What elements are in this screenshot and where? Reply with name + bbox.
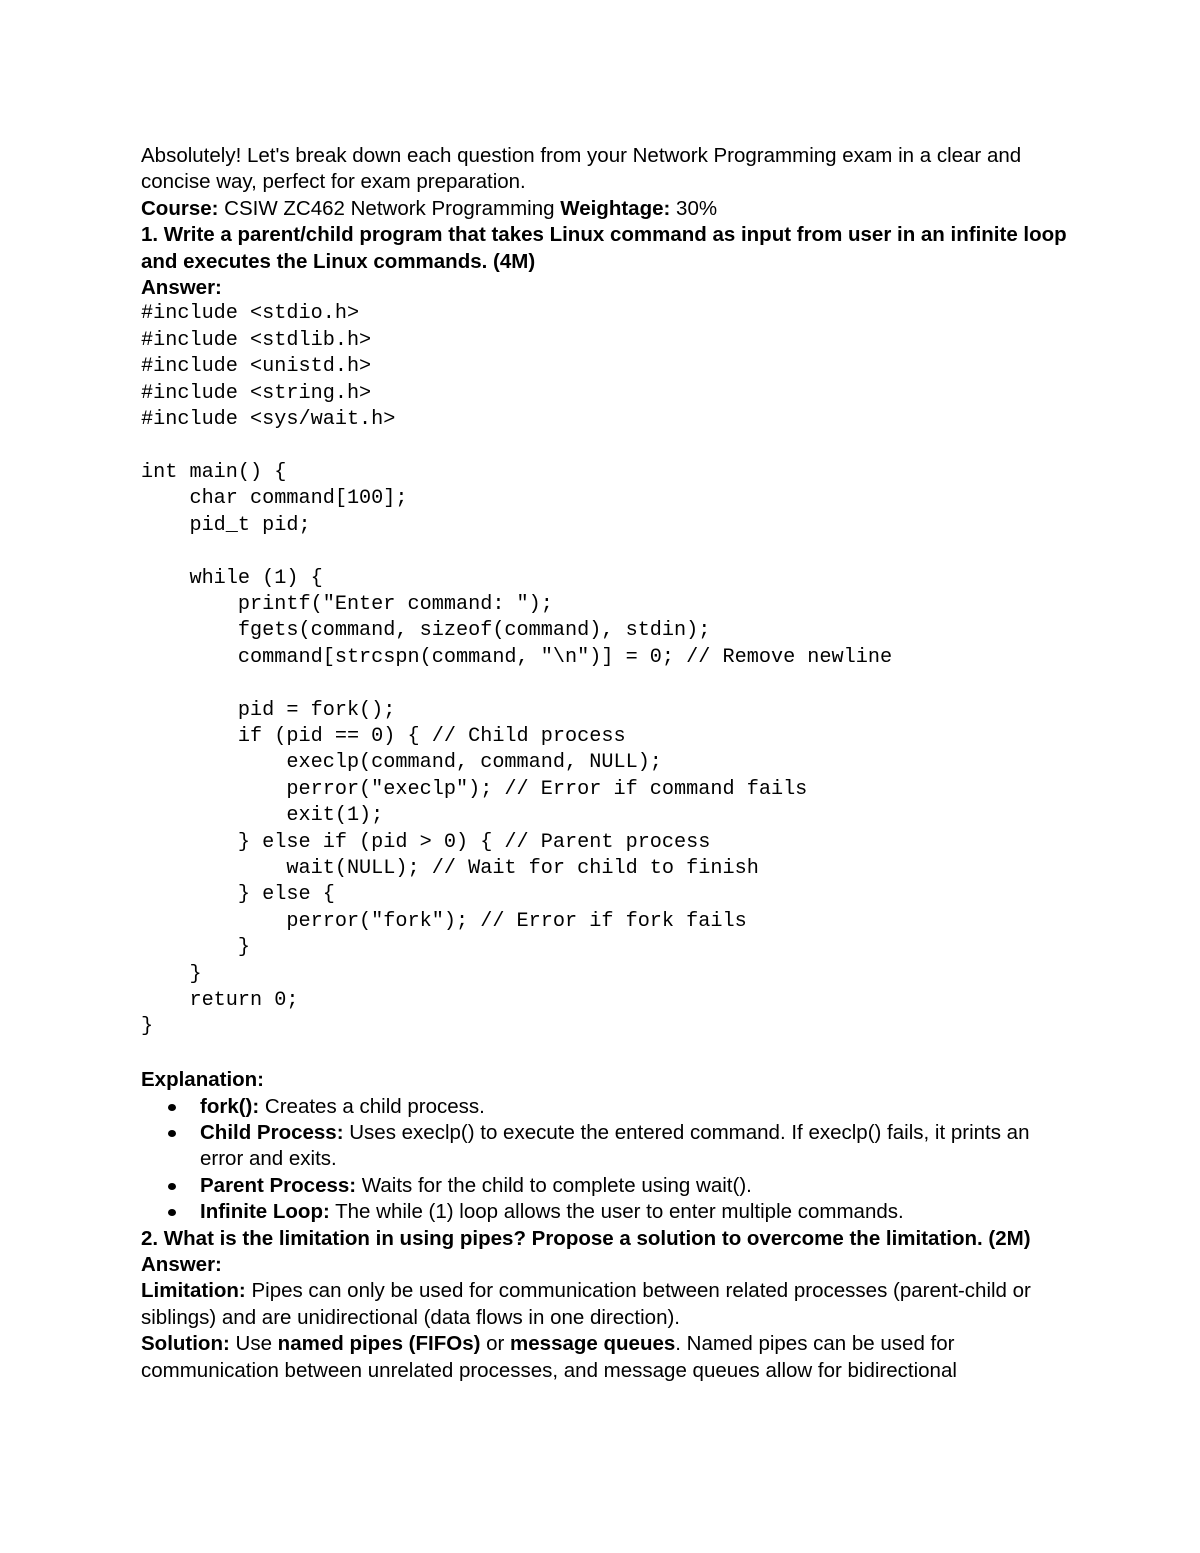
answer-1-label: Answer: xyxy=(141,276,222,300)
bullet-term: Parent Process: xyxy=(200,1173,357,1197)
question-1-heading: 1. Write a parent/child program that takes Linux command as input from user in an infinite loop and executes the Linux commands. (4M) xyxy=(141,223,1067,273)
solution-label: Solution: xyxy=(141,1332,230,1356)
limitation-label: Limitation: xyxy=(141,1279,246,1303)
solution-text-3: . Named pipes can be used for communication between unrelated processes, and message queues allow for bidirectional xyxy=(141,1332,957,1382)
list-item xyxy=(141,1094,1071,1120)
bullet-term: fork(): xyxy=(200,1094,260,1118)
bullet-term: Infinite Loop: xyxy=(200,1200,330,1224)
list-item xyxy=(141,1173,1071,1199)
bullet-text: Creates a child process. xyxy=(259,1094,485,1118)
bullet-text: Waits for the child to complete using wait(). xyxy=(356,1173,752,1197)
code-block: #include <stdio.h> #include <stdlib.h> #include <unistd.h> #include <string.h> #include <sys/wait.h> int main() { char command[100]; pid_t pid; while (1) { printf("Enter command: "); fgets(command, sizeof(command), stdin); command[strcspn(command, "\n")] = 0; // Remove newline pid = fork(); if (pid == 0) { // Child process execlp(command, command, NULL); perror("execlp"); // Error if command fails exit(1); } else if (pid > 0) { // Parent process wait(NULL); // Wait for child to finish } else { perror("fork"); // Error if fork fails } } return 0; } xyxy=(141,302,893,1039)
solution-paragraph xyxy=(141,1331,1071,1384)
solution-text-1: Use xyxy=(229,1332,278,1356)
weightage-label: Weightage: xyxy=(560,196,671,220)
solution-named-pipes: named pipes (FIFOs) xyxy=(277,1332,481,1356)
question-2-heading: 2. What is the limitation in using pipes? Propose a solution to overcome the limitation. (2M) xyxy=(141,1226,1031,1250)
intro-paragraph: Absolutely! Let's break down each question from your Network Programming exam in a clear and concise way, perfect for exam preparation. xyxy=(141,144,1022,194)
course-line xyxy=(141,196,1071,222)
list-item xyxy=(141,1199,1071,1225)
list-item xyxy=(141,1120,1071,1173)
solution-text-2: or xyxy=(480,1332,511,1356)
solution-message-queues: message queues xyxy=(510,1332,676,1356)
bullet-term: Child Process: xyxy=(200,1121,344,1145)
answer-2-label: Answer: xyxy=(141,1253,222,1277)
bullet-icon xyxy=(168,1104,176,1111)
limitation-text: Pipes can only be used for communication between related processes (parent-child or siblings) and are unidirectional (data flows in one direction). xyxy=(141,1279,1031,1329)
weightage-value: 30% xyxy=(670,196,718,220)
bullet-icon xyxy=(168,1209,176,1216)
course-value: CSIW ZC462 Network Programming xyxy=(218,196,561,220)
bullet-text: The while (1) loop allows the user to enter multiple commands. xyxy=(329,1200,904,1224)
bullet-icon xyxy=(168,1130,176,1137)
bullet-icon xyxy=(168,1183,176,1190)
document-page xyxy=(141,143,1071,1384)
bullet-text: Uses execlp() to execute the entered command. If execlp() fails, it prints an error and exits. xyxy=(200,1121,1030,1171)
explanation-label: Explanation: xyxy=(141,1068,265,1092)
course-label: Course: xyxy=(141,196,219,220)
blank-line xyxy=(141,1041,1071,1067)
limitation-paragraph xyxy=(141,1278,1071,1331)
explanation-list xyxy=(141,1094,1071,1226)
